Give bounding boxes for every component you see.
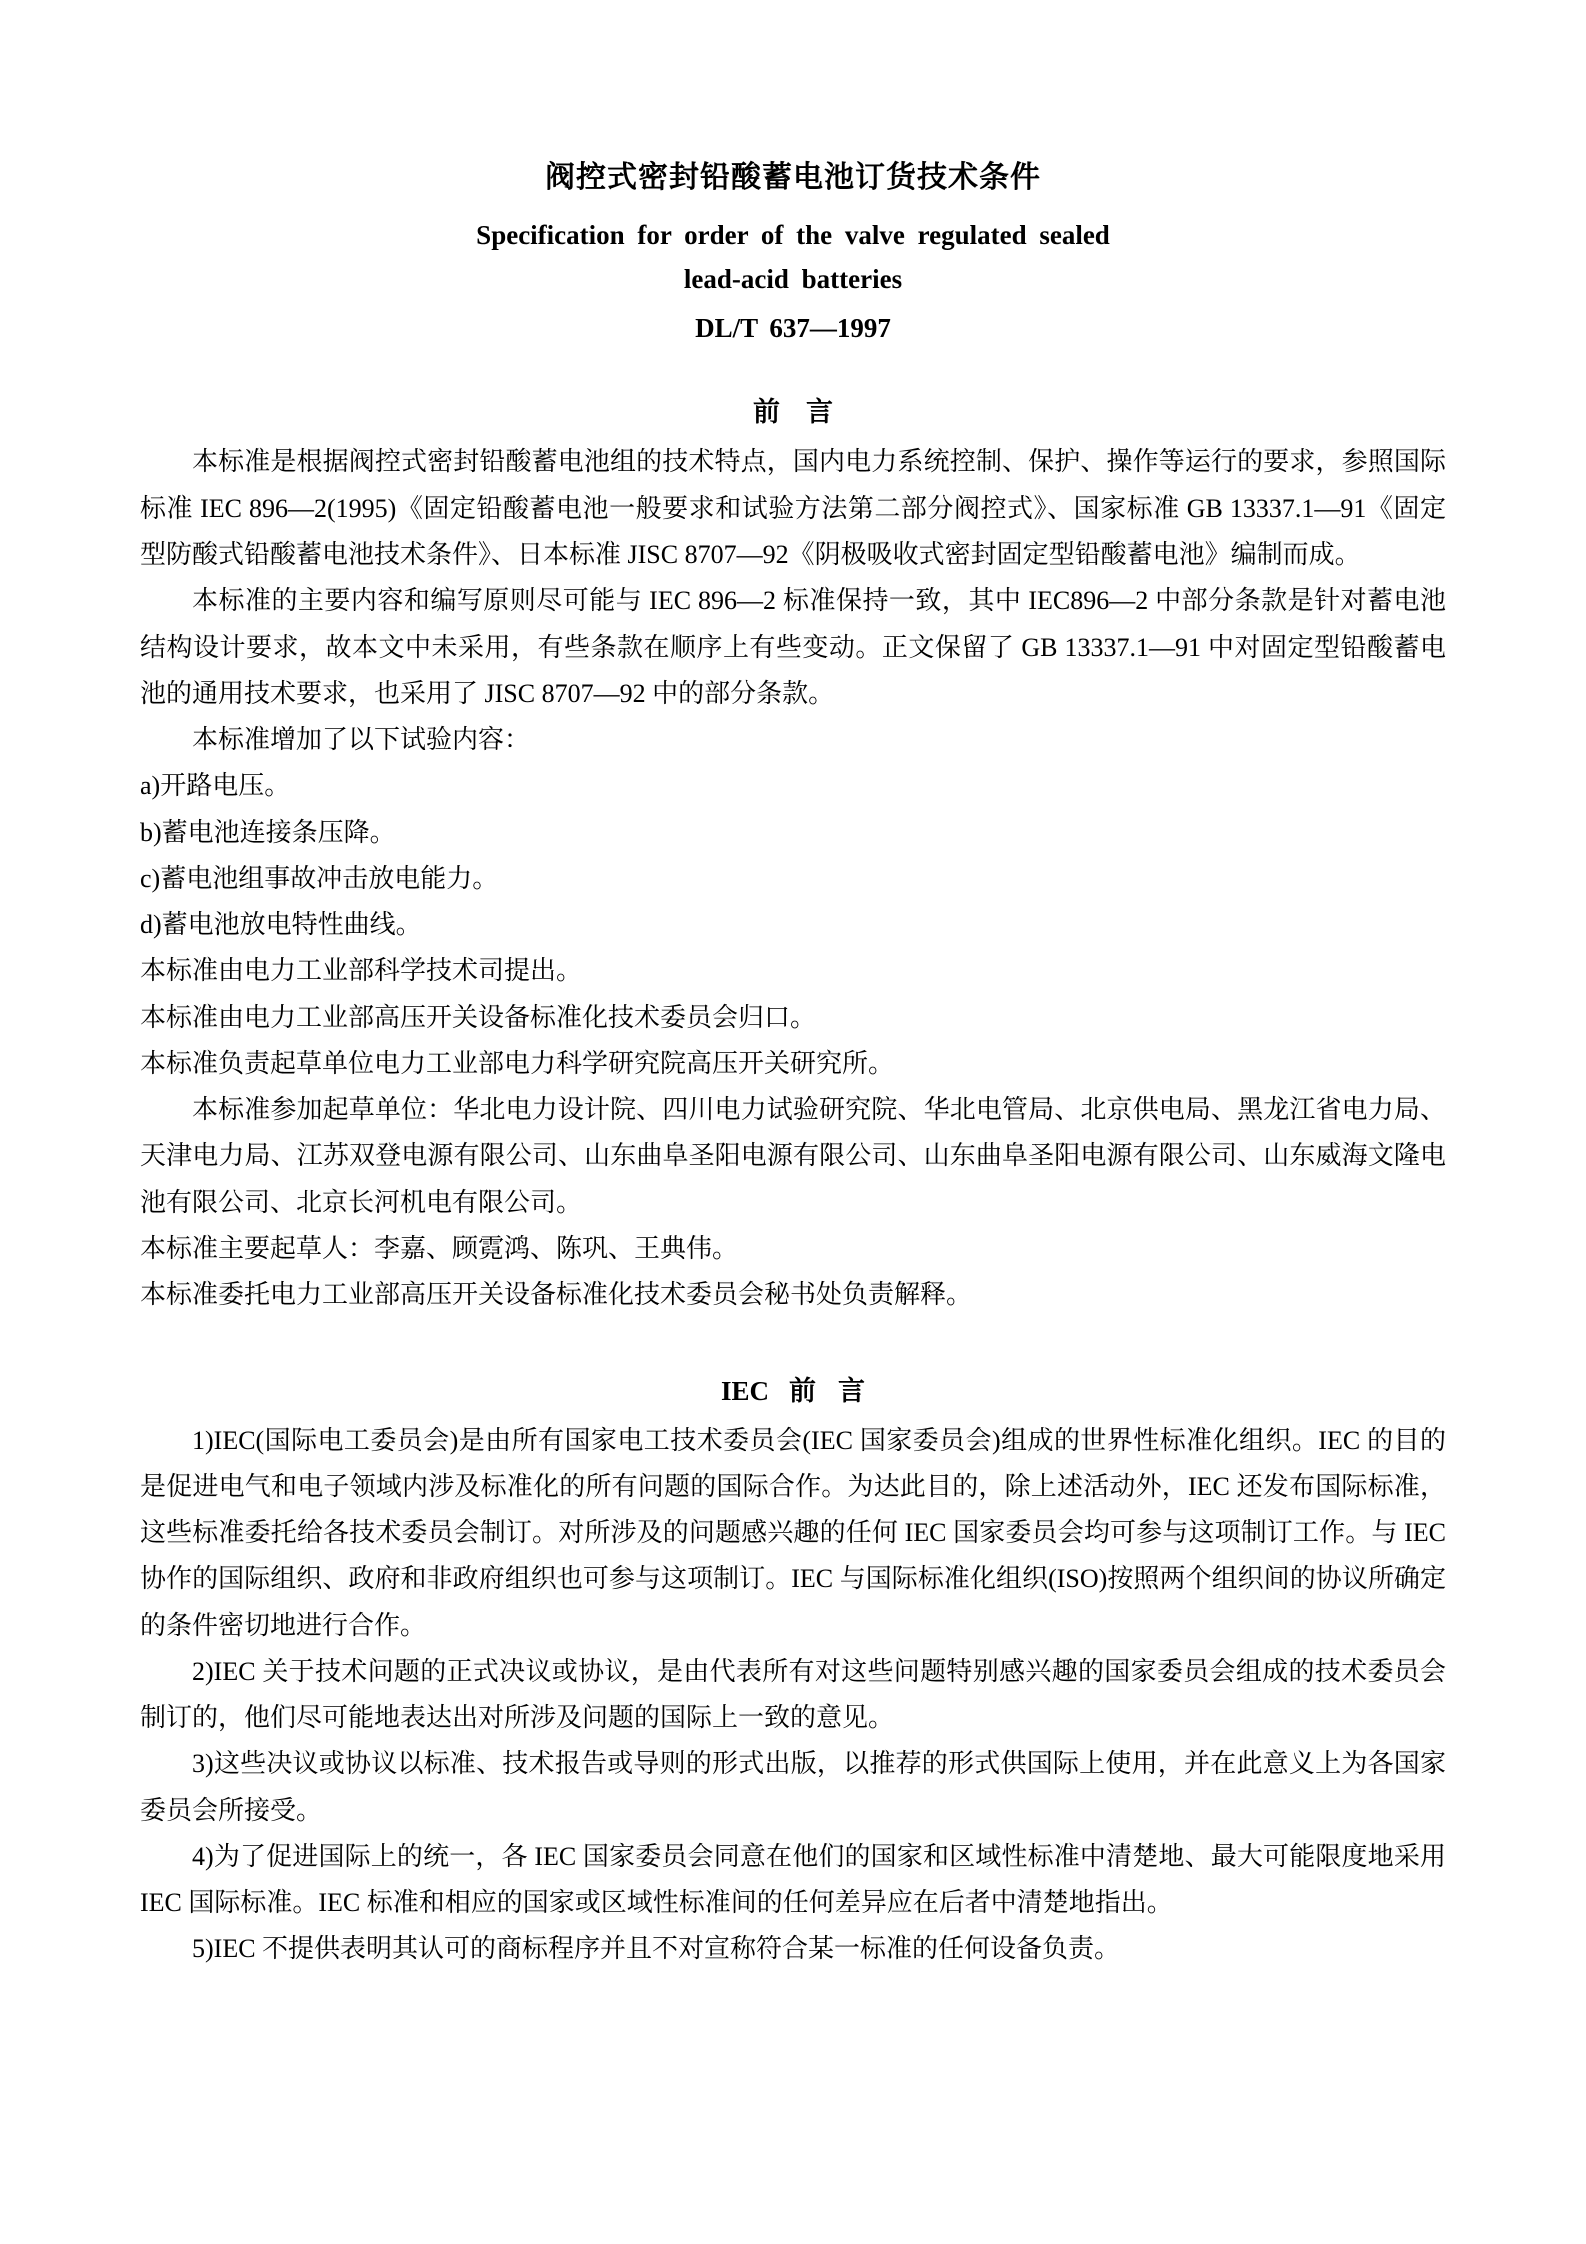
foreword-statement: 本标准负责起草单位电力工业部电力科学研究院高压开关研究所。 <box>140 1048 895 1078</box>
title-block <box>140 155 1446 344</box>
page-title-chinese: 阀控式密封铅酸蓄电池订货技术条件 <box>545 160 1041 195</box>
iec-foreword-body <box>140 1418 1446 1973</box>
foreword-paragraph: 本标准是根据阀控式密封铅酸蓄电池组的技术特点，国内电力系统控制、保护、操作等运行的要求，参照国际标准 IEC 896—2(1995)《固定铅酸蓄电池一般要求和试验方法第二部分阀控式》、国家标准 GB 13337.1—91《固定型防酸式铅酸蓄电池技术条件》、日本标准 JISC 8707—92《阴极吸收式密封固定型铅酸蓄电池》编制而成。 <box>140 447 1446 569</box>
page-title-english-line1: Specification for order of the valve regulated sealed <box>476 220 1110 250</box>
iec-foreword-heading <box>140 1369 1446 1408</box>
iec-foreword-heading-char-2: 言 <box>838 1375 865 1407</box>
foreword-paragraph: 本标准的主要内容和编写原则尽可能与 IEC 896—2 标准保持一致，其中 IEC896—2 中部分条款是针对蓄电池结构设计要求，故本文中未采用，有些条款在顺序上有些变动。正文保留了 GB 13337.1—91 中对固定型铅酸蓄电池的通用技术要求，也采用了 JISC 8707—92 中的部分条款。 <box>140 586 1446 708</box>
list-item: a)开路电压。 <box>140 771 291 801</box>
foreword-participants: 本标准参加起草单位：华北电力设计院、四川电力试验研究院、华北电管局、北京供电局、黑龙江省电力局、天津电力局、江苏双登电源有限公司、山东曲阜圣阳电源有限公司、山东曲阜圣阳电源有限公司、山东威海文隆电池有限公司、北京长河机电有限公司。 <box>140 1095 1446 1217</box>
iec-foreword-heading-char-1: 前 <box>789 1375 816 1407</box>
foreword-statement: 本标准由电力工业部科学技术司提出。 <box>140 956 583 986</box>
iec-foreword-heading-prefix: IEC <box>720 1375 769 1406</box>
foreword-test-items-lead: 本标准增加了以下试验内容： <box>192 725 531 755</box>
foreword-interpretation: 本标准委托电力工业部高压开关设备标准化技术委员会秘书处负责解释。 <box>140 1280 973 1310</box>
iec-clause: 5)IEC 不提供表明其认可的商标程序并且不对宣称符合某一标准的任何设备负责。 <box>192 1934 1121 1964</box>
iec-clause: 4)为了促进国际上的统一，各 IEC 国家委员会同意在他们的国家和区域性标准中清楚地、最大可能限度地采用 IEC 国际标准。IEC 标准和相应的国家或区域性标准间的任何差异应在后者中清楚地指出。 <box>140 1841 1446 1918</box>
foreword-body <box>140 439 1446 1318</box>
iec-clause: 1)IEC(国际电工委员会)是由所有国家电工技术委员会(IEC 国家委员会)组成的世界性标准化组织。IEC 的目的是促进电气和电子领域内涉及标准化的所有问题的国际合作。为达此目的，除上述活动外，IEC 还发布国际标准，这些标准委托给各技术委员会制订。对所涉及的问题感兴趣的任何 IEC 国家委员会均可参与这项制订工作。与 IEC 协作的国际组织、政府和非政府组织也可参与这项制订。IEC 与国际标准化组织(ISO)按照两个组织间的协议所确定的条件密切地进行合作。 <box>140 1425 1446 1640</box>
list-item: b)蓄电池连接条压降。 <box>140 817 396 847</box>
foreword-heading-char-2: 言 <box>806 397 833 429</box>
iec-clause: 2)IEC 关于技术问题的正式决议或协议，是由代表所有对这些问题特别感兴趣的国家委员会组成的技术委员会制订的，他们尽可能地表达出对所涉及问题的国际上一致的意见。 <box>140 1656 1446 1733</box>
list-item: c)蓄电池组事故冲击放电能力。 <box>140 863 499 893</box>
foreword-heading <box>140 390 1446 429</box>
foreword-drafters: 本标准主要起草人：李嘉、顾霓鸿、陈巩、王典伟。 <box>140 1233 739 1263</box>
foreword-heading-char-1: 前 <box>753 397 780 429</box>
list-item: d)蓄电池放电特性曲线。 <box>140 910 422 940</box>
page-title-english-line2: lead-acid batteries <box>683 263 903 294</box>
iec-clause: 3)这些决议或协议以标准、技术报告或导则的形式出版，以推荐的形式供国际上使用，并在此意义上为各国家委员会所接受。 <box>140 1749 1446 1825</box>
standard-number: DL/T 637—1997 <box>695 313 891 344</box>
foreword-statement: 本标准由电力工业部高压开关设备标准化技术委员会归口。 <box>140 1002 817 1032</box>
